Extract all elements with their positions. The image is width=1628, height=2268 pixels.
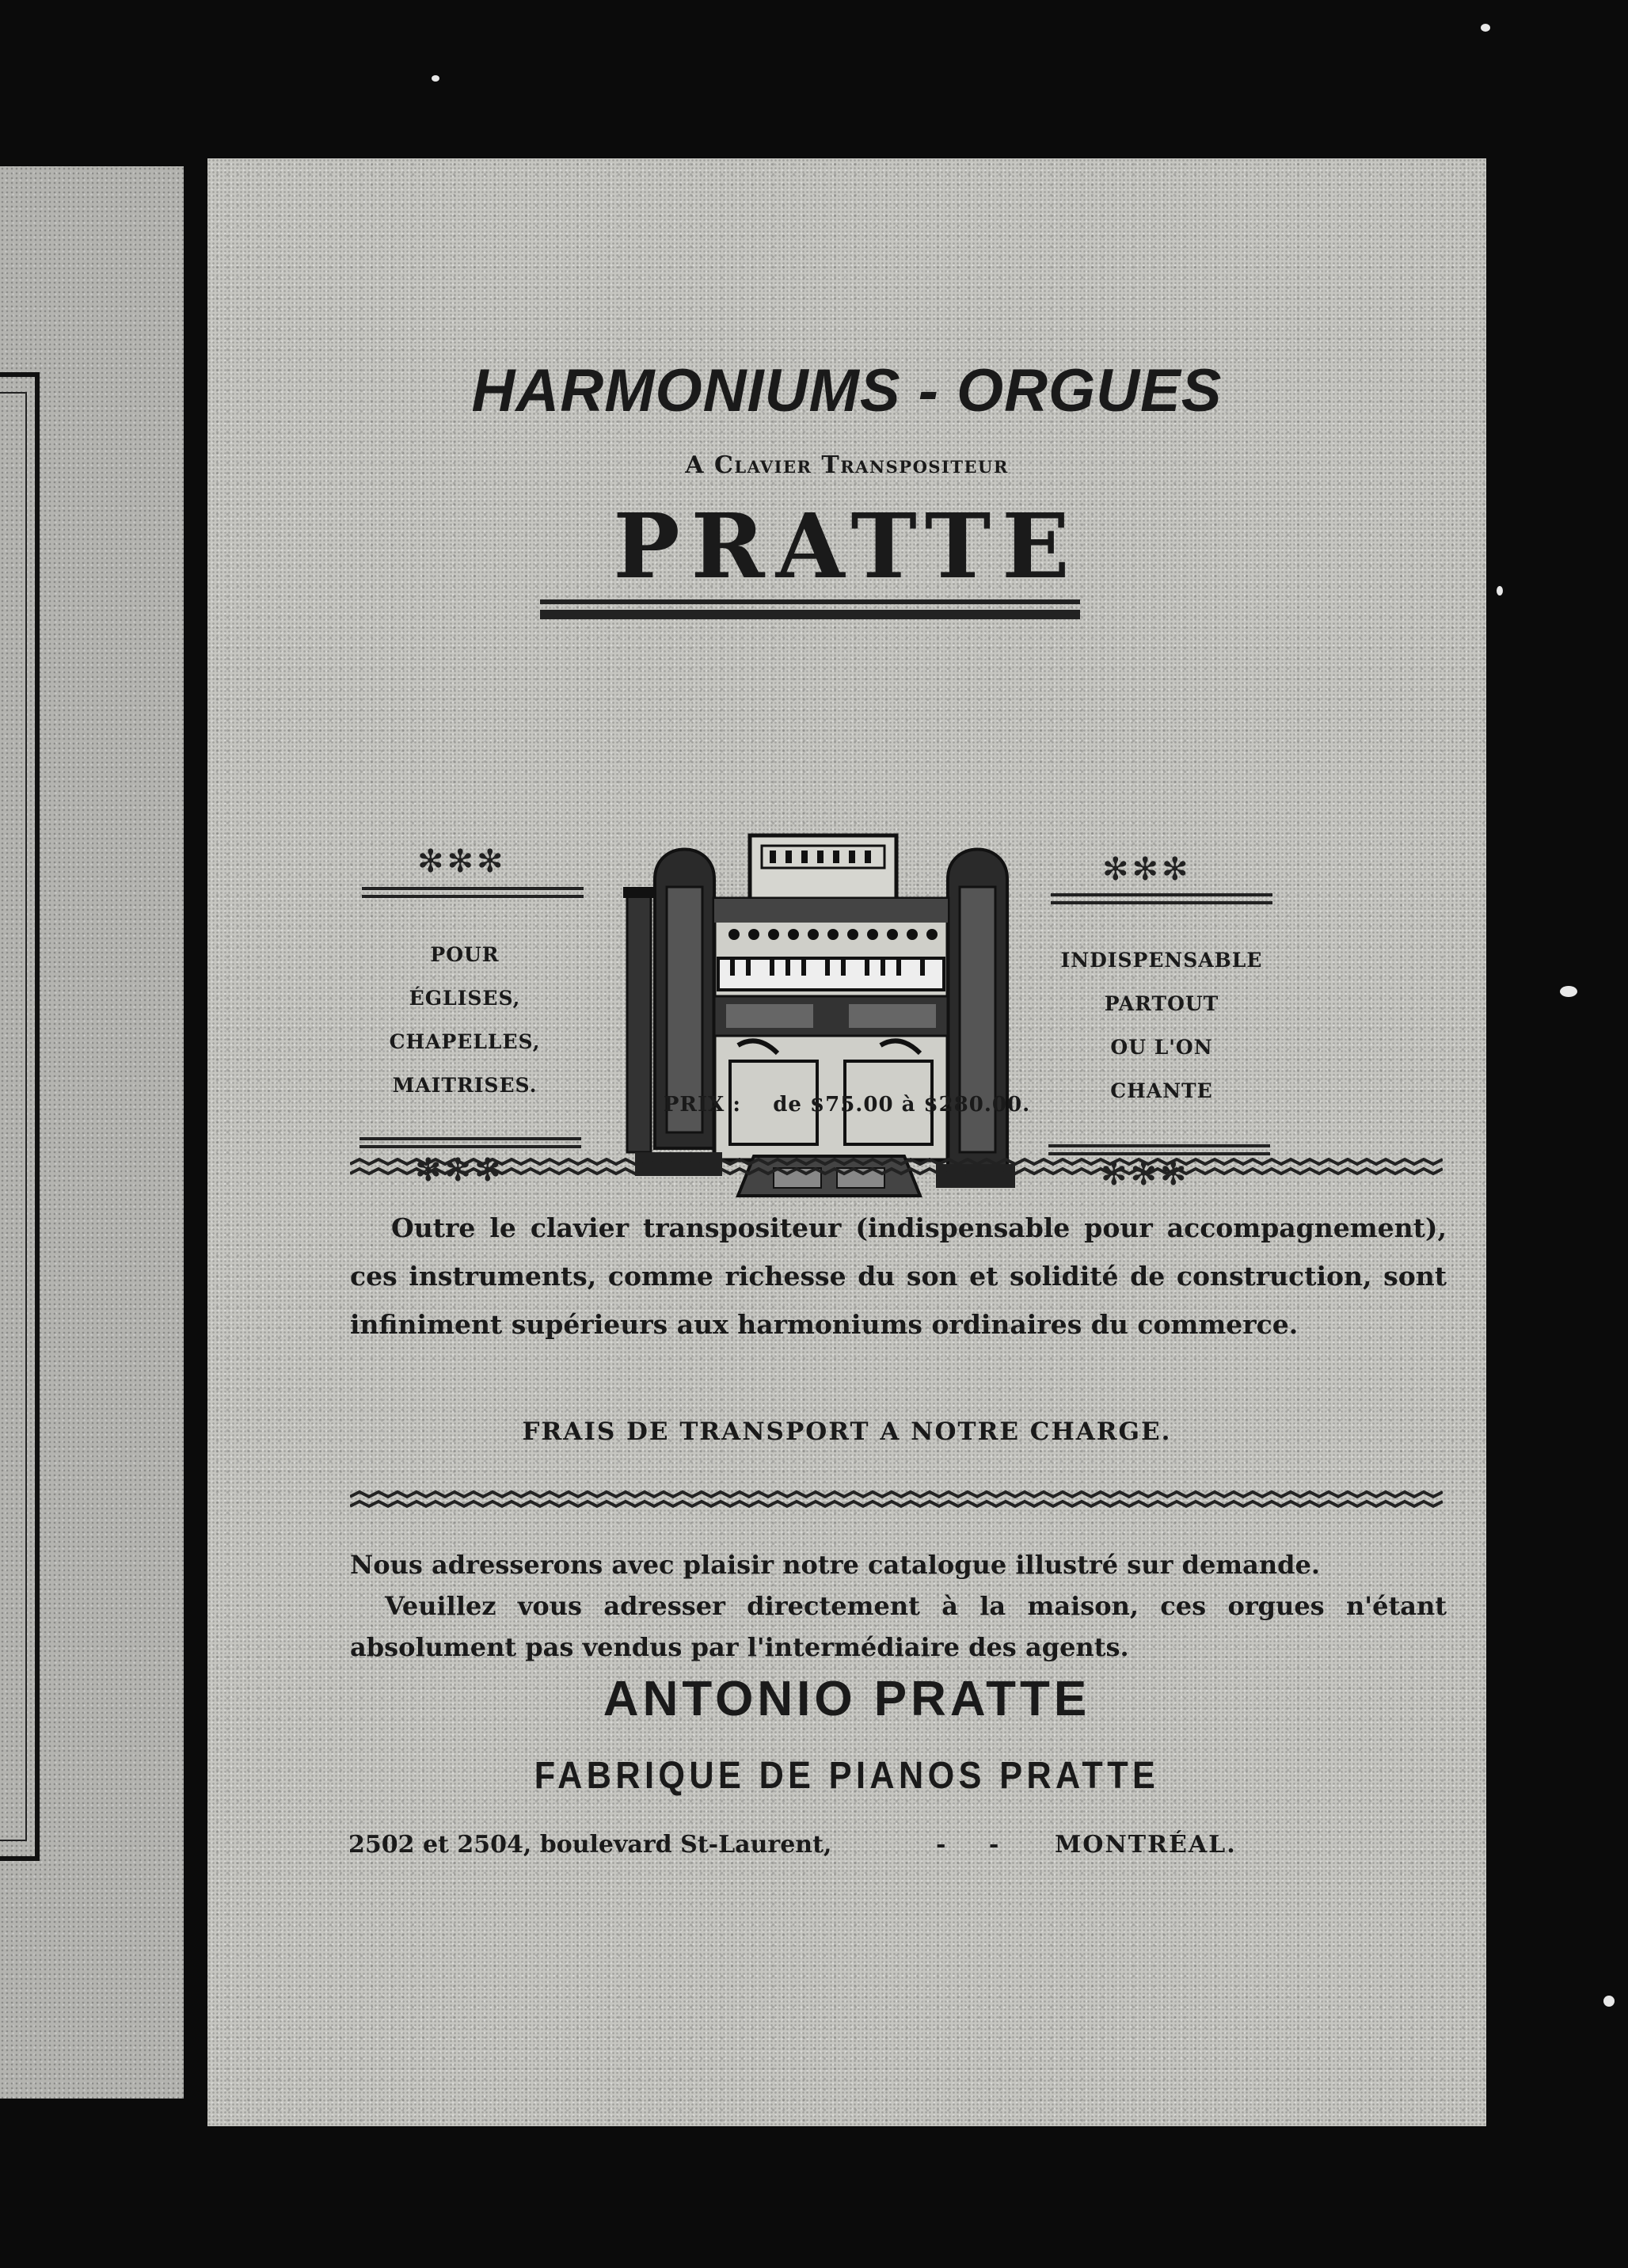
zigzag-divider: [350, 1158, 1443, 1178]
adjacent-page: [0, 166, 184, 2099]
brand-underline-thin: [540, 599, 1080, 604]
brand-underline-thick: [540, 610, 1080, 619]
left-column-text: [350, 933, 580, 1107]
ornament-stars-left-top: ✻✻✻: [417, 843, 507, 880]
ornament-stars-right-bottom: ✻✻✻: [1101, 1156, 1190, 1193]
left-column-line: CHAPELLES,: [389, 1030, 541, 1053]
advertisement-page: [207, 158, 1486, 2126]
right-column-line: CHANTE: [1110, 1079, 1213, 1102]
harmonium-illustration: [619, 816, 1031, 1212]
factory-name: FABRIQUE DE PIANOS PRATTE: [534, 1755, 1160, 1797]
dust-speck: [1497, 586, 1503, 596]
price-range: de $75.00 à $280.00.: [773, 1093, 1031, 1117]
shipping-note: FRAIS DE TRANSPORT A NOTRE CHARGE.: [522, 1418, 1172, 1446]
dust-speck: [1560, 986, 1577, 997]
dust-speck: [1603, 1996, 1615, 2007]
ornament-rule-right-bottom: [1048, 1144, 1270, 1155]
right-column-line: INDISPENSABLE: [1060, 949, 1263, 972]
right-column-line: OU L'ON: [1110, 1036, 1213, 1059]
zigzag-divider: [350, 1490, 1443, 1511]
ornament-rule-right-top: [1051, 893, 1272, 904]
adjacent-page-frame-inner: [0, 392, 27, 1841]
address-separator: - -: [936, 1831, 1017, 1859]
ornament-rule-left-bottom: [359, 1137, 581, 1148]
price-label: PRIX :: [663, 1093, 742, 1117]
catalog-line: Veuillez vous adresser directement à la maison, ces orgues n'étant absolument pas vendus par l'intermédiaire des agents.: [350, 1591, 1447, 1662]
brand-title: PRATTE: [613, 495, 1081, 599]
description-paragraph: [350, 1204, 1447, 1349]
dust-speck: [1481, 24, 1490, 32]
city-name: MONTRÉAL.: [1055, 1831, 1237, 1859]
catalog-notice: [350, 1544, 1447, 1668]
right-column-text: [1047, 938, 1276, 1113]
street-address: 2502 et 2504, boulevard St-Laurent,: [348, 1831, 832, 1859]
ornament-rule-left-top: [362, 887, 584, 898]
left-column-line: ÉGLISES,: [409, 987, 521, 1010]
dust-speck: [432, 75, 439, 82]
catalog-line: Nous adresserons avec plaisir notre catalogue illustré sur demande.: [350, 1550, 1321, 1580]
price-line: [207, 1093, 1486, 1117]
right-column-line: PARTOUT: [1104, 992, 1219, 1015]
left-column-line: MAITRISES.: [392, 1074, 538, 1097]
company-name: ANTONIO PRATTE: [603, 1672, 1091, 1726]
page-heading: HARMONIUMS - ORGUES: [471, 357, 1223, 424]
page-subheading: A Clavier Transpositeur: [685, 451, 1009, 479]
left-column-line: POUR: [430, 943, 500, 966]
description-text: Outre le clavier transpositeur (indispensable pour accompagnement), ces instruments, comme richesse du son et solidité de construction, sont infiniment supérieurs aux harmoniums ordinaires du commerce.: [350, 1212, 1447, 1340]
ornament-stars-left-bottom: ✻✻✻: [415, 1152, 504, 1189]
ornament-stars-right-top: ✻✻✻: [1102, 851, 1192, 888]
